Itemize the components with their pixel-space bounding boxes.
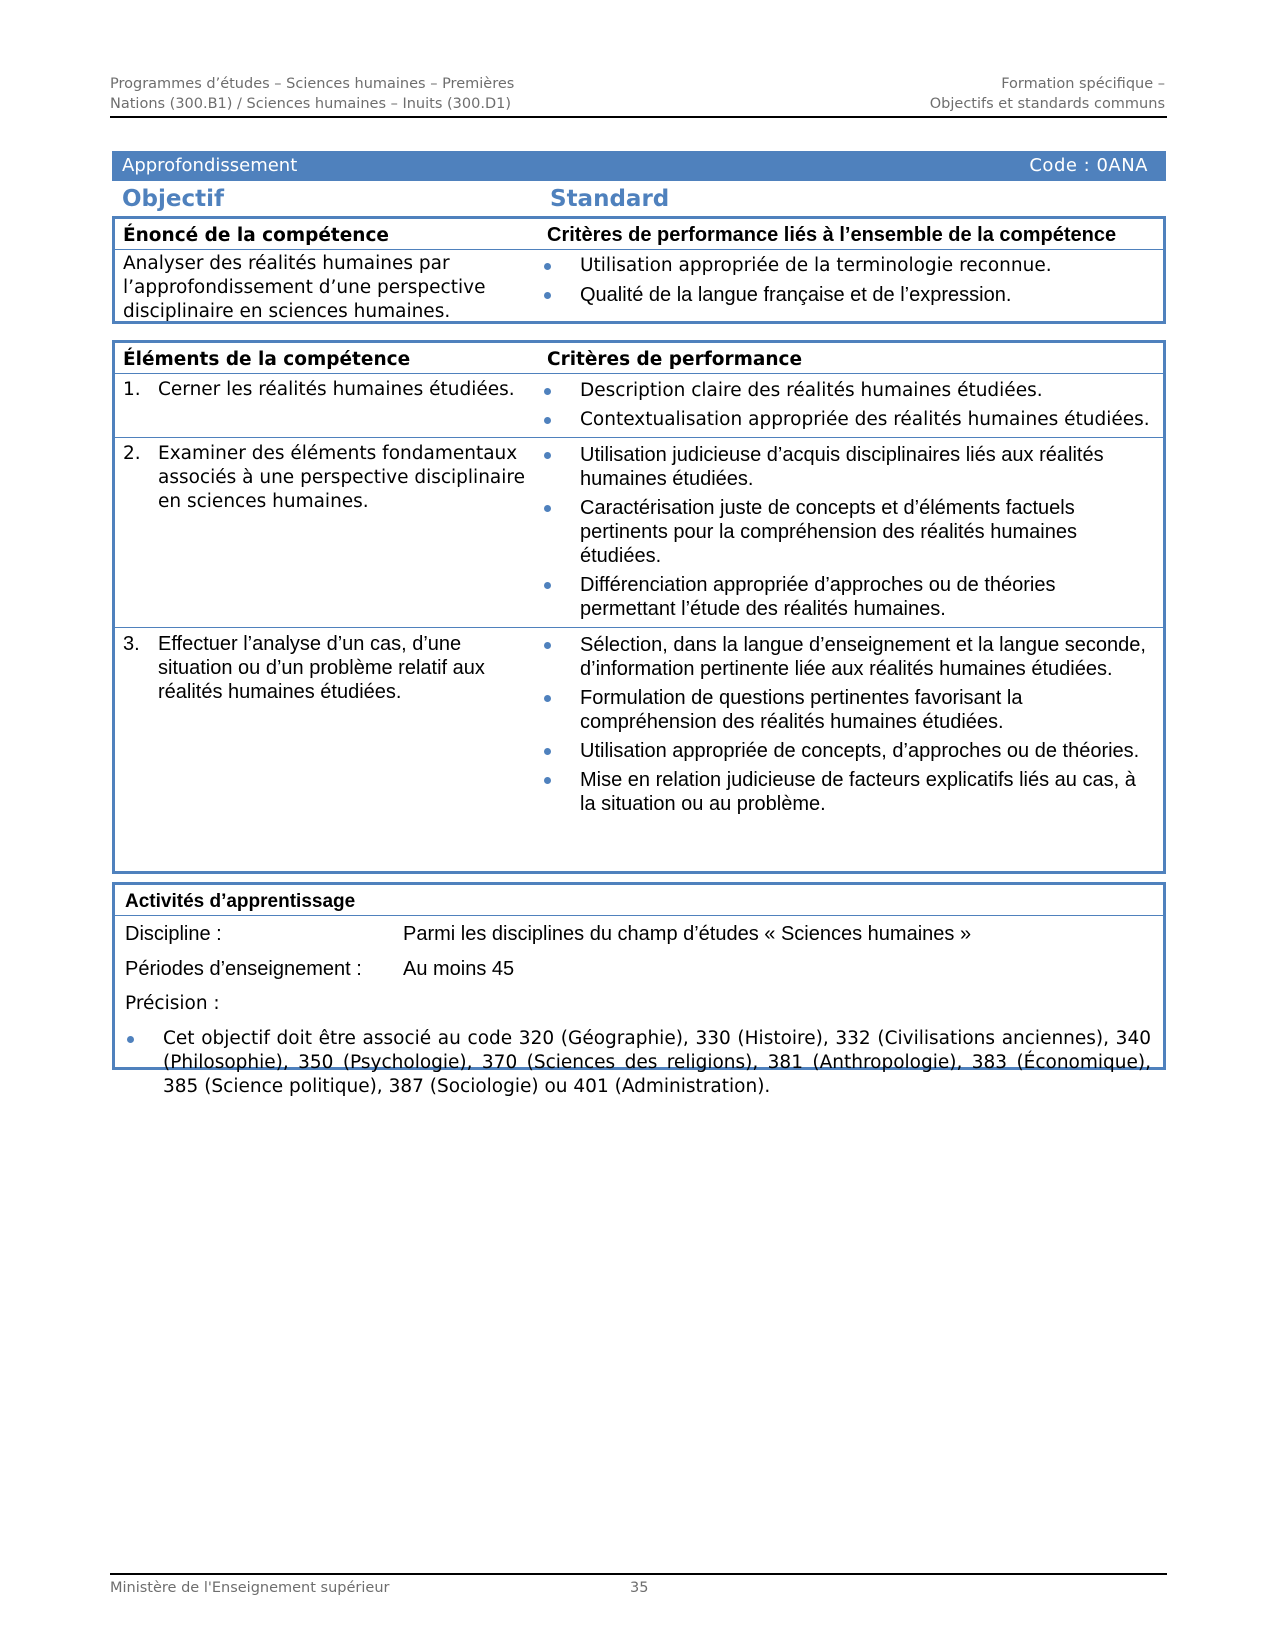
discipline-row [115,922,1163,957]
bullet-icon [127,1036,134,1043]
bullet-icon [544,505,551,512]
criteria-global-item: Utilisation appropriée de la terminologie reconnue. [540,254,1155,278]
discipline-label: Discipline : [125,923,222,945]
banner-code: Code : 0ANA [1029,155,1148,176]
activites-heading: Activités d’apprentissage [125,891,356,912]
competence-header-row [115,219,1163,249]
element-row-2 [115,437,1163,627]
criteria-item: Contextualisation appropriée des réalités humaines étudiées. [540,408,1155,432]
criteria-global-list [540,254,1155,307]
element-text: Cerner les réalités humaines étudiées. [158,379,515,400]
precision-row [115,992,1163,1027]
bullet-icon [544,695,551,702]
header-section-line-2: Objectifs et standards communs [929,96,1165,112]
discipline-value: Parmi les disciplines du champ d’études « Sciences humaines » [403,923,972,945]
criteria-item: Utilisation judicieuse d’acquis disciplinaires liés aux réalités humaines étudiées. [540,443,1155,491]
criteria-item: Description claire des réalités humaines étudiées. [540,379,1155,403]
bullet-icon [544,292,551,299]
header-section-line-1: Formation spécifique – [1001,76,1165,92]
column-headings [112,182,1166,216]
precision-text: Cet objectif doit être associé au code 320 (Géographie), 330 (Histoire), 332 (Civilisations anciennes), 340 (Philosophie), 350 (Psychologie), 370 (Sciences des religions), 381 (Anthropologie), 383 (Économique), 385 (Science politique), 387 (Sociologie) ou 401 (Administration). [163,1028,1151,1097]
enonce-heading: Énoncé de la compétence [123,225,389,246]
standard-heading: Standard [550,186,670,212]
criteria-list [540,443,1155,621]
element-number: 2. [123,443,141,464]
banner-title: Approfondissement [122,155,298,176]
header-title-line-2: Nations (300.B1) / Sciences humaines – Inuits (300.D1) [110,96,511,112]
criteria-heading: Critères de performance [547,349,803,370]
bullet-icon [544,388,551,395]
element-2 [115,438,540,627]
competence-content-row [115,249,1163,324]
criteria-item: Sélection, dans la langue d’enseignement et la langue seconde, d’information pertinente liée aux réalités humaines étudiées. [540,633,1155,681]
criteria-list [540,633,1155,816]
element-number: 1. [123,379,141,400]
footer-organization: Ministère de l'Enseignement supérieur [110,1580,390,1596]
bullet-icon [544,777,551,784]
criteria-item: Mise en relation judicieuse de facteurs explicatifs liés au cas, à la situation ou au problème. [540,768,1155,816]
bullet-icon [544,642,551,649]
periodes-row [115,957,1163,992]
bullet-icon [544,263,551,270]
precision-item [115,1027,1163,1099]
element-1 [115,374,540,437]
precision-label: Précision : [125,993,220,1014]
competence-box [112,216,1166,324]
objectif-heading: Objectif [122,186,225,212]
page-footer [110,1573,1167,1603]
page-number: 35 [630,1580,649,1596]
element-3 [115,628,540,868]
elements-header-row [115,343,1163,373]
elements-heading: Éléments de la compétence [123,349,411,370]
criteria-item: Formulation de questions pertinentes favorisant la compréhension des réalités humaines étudiées. [540,686,1155,734]
bullet-icon [544,582,551,589]
bullet-icon [544,417,551,424]
criteria-global-heading: Critères de performance liés à l’ensemble de la compétence [547,224,1117,246]
element-row-3 [115,627,1163,868]
enonce-text: Analyser des réalités humaines par l’approfondissement d’une perspective disciplinaire en sciences humaines. [123,253,486,322]
header-document-title [110,74,514,114]
criteria-item: Caractérisation juste de concepts et d’éléments factuels pertinents pour la compréhension des réalités humaines étudiées. [540,496,1155,568]
header-title-line-1: Programmes d’études – Sciences humaines – Premières [110,76,515,92]
criteria-item: Utilisation appropriée de concepts, d’approches ou de théories. [540,739,1155,763]
element-text: Effectuer l’analyse d’un cas, d’une situation ou d’un problème relatif aux réalités humaines étudiées. [158,633,485,703]
course-banner [112,151,1166,181]
periodes-value: Au moins 45 [403,958,515,980]
criteria-list [540,379,1155,432]
criteria-item: Différenciation appropriée d’approches ou de théories permettant l’étude des réalités humaines. [540,573,1155,621]
element-row-1 [115,373,1163,437]
element-number: 3. [123,633,140,655]
page-header [110,74,1167,118]
elements-box [112,340,1166,874]
header-section-title [930,74,1165,114]
bullet-icon [544,452,551,459]
criteria-global-item: Qualité de la langue française et de l’expression. [540,283,1155,307]
activites-box [112,882,1166,1097]
bullet-icon [544,748,551,755]
element-text: Examiner des éléments fondamentaux associés à une perspective disciplinaire en sciences humaines. [158,443,525,512]
periodes-label: Périodes d’enseignement : [125,958,362,980]
